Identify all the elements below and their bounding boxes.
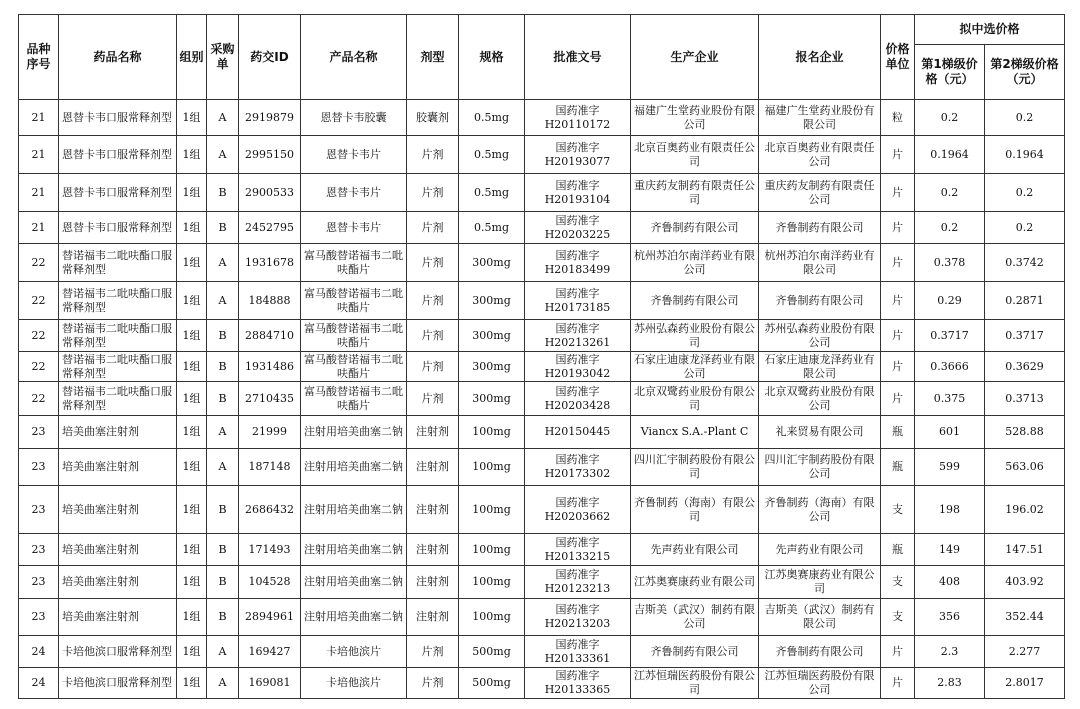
cell-drug-id: 2894961 bbox=[239, 599, 301, 636]
cell-manufacturer: 先声药业有限公司 bbox=[631, 534, 759, 566]
cell-dosage-form: 注射剂 bbox=[407, 534, 459, 566]
cell-drug-name: 卡培他滨口服常释剂型 bbox=[59, 668, 177, 699]
cell-seq: 21 bbox=[19, 100, 59, 136]
cell-spec: 100mg bbox=[459, 486, 525, 534]
cell-group: 1组 bbox=[177, 668, 207, 699]
cell-group: 1组 bbox=[177, 136, 207, 174]
cell-drug-id: 184888 bbox=[239, 282, 301, 320]
cell-approval: 国药准字H20133361 bbox=[525, 636, 631, 668]
cell-spec: 300mg bbox=[459, 352, 525, 382]
table-row bbox=[19, 636, 1065, 668]
cell-dosage-form: 注射剂 bbox=[407, 416, 459, 449]
cell-tier2-price: 528.88 bbox=[985, 416, 1065, 449]
cell-spec: 300mg bbox=[459, 282, 525, 320]
cell-drug-id: 21999 bbox=[239, 416, 301, 449]
cell-group: 1组 bbox=[177, 599, 207, 636]
cell-group: 1组 bbox=[177, 449, 207, 486]
cell-drug-id: 169081 bbox=[239, 668, 301, 699]
table-row bbox=[19, 100, 1065, 136]
header-product-name: 产品名称 bbox=[301, 15, 407, 100]
cell-spec: 500mg bbox=[459, 636, 525, 668]
cell-applicant: 江苏恒瑞医药股份有限公司 bbox=[759, 668, 881, 699]
cell-dosage-form: 胶囊剂 bbox=[407, 100, 459, 136]
cell-drug-name: 替诺福韦二吡呋酯口服常释剂型 bbox=[59, 382, 177, 416]
cell-spec: 100mg bbox=[459, 566, 525, 599]
cell-purchase: A bbox=[207, 668, 239, 699]
cell-product-name: 注射用培美曲塞二钠 bbox=[301, 486, 407, 534]
cell-manufacturer: 石家庄迪康龙泽药业有限公司 bbox=[631, 352, 759, 382]
cell-tier2-price: 0.2 bbox=[985, 174, 1065, 212]
cell-dosage-form: 片剂 bbox=[407, 382, 459, 416]
cell-approval: 国药准字H20173185 bbox=[525, 282, 631, 320]
cell-product-name: 富马酸替诺福韦二吡呋酯片 bbox=[301, 320, 407, 352]
cell-tier1-price: 408 bbox=[915, 566, 985, 599]
cell-approval: 国药准字H20213261 bbox=[525, 320, 631, 352]
header-price-group: 拟中选价格 bbox=[915, 15, 1065, 45]
cell-manufacturer: 齐鲁制药有限公司 bbox=[631, 636, 759, 668]
cell-manufacturer: 江苏恒瑞医药股份有限公司 bbox=[631, 668, 759, 699]
cell-manufacturer: 杭州苏泊尔南洋药业有限公司 bbox=[631, 244, 759, 282]
cell-drug-id: 1931678 bbox=[239, 244, 301, 282]
table-body bbox=[19, 100, 1065, 699]
cell-dosage-form: 片剂 bbox=[407, 136, 459, 174]
cell-drug-id: 169427 bbox=[239, 636, 301, 668]
header-spec: 规格 bbox=[459, 15, 525, 100]
header-applicant: 报名企业 bbox=[759, 15, 881, 100]
cell-seq: 23 bbox=[19, 566, 59, 599]
cell-unit: 支 bbox=[881, 486, 915, 534]
cell-product-name: 注射用培美曲塞二钠 bbox=[301, 566, 407, 599]
cell-unit: 片 bbox=[881, 668, 915, 699]
cell-tier2-price: 563.06 bbox=[985, 449, 1065, 486]
cell-applicant: 江苏奥赛康药业有限公司 bbox=[759, 566, 881, 599]
cell-manufacturer: 福建广生堂药业股份有限公司 bbox=[631, 100, 759, 136]
cell-tier1-price: 149 bbox=[915, 534, 985, 566]
cell-unit: 片 bbox=[881, 212, 915, 244]
cell-drug-name: 替诺福韦二吡呋酯口服常释剂型 bbox=[59, 320, 177, 352]
cell-product-name: 卡培他滨片 bbox=[301, 636, 407, 668]
cell-tier1-price: 601 bbox=[915, 416, 985, 449]
cell-spec: 100mg bbox=[459, 599, 525, 636]
cell-tier1-price: 198 bbox=[915, 486, 985, 534]
cell-product-name: 富马酸替诺福韦二吡呋酯片 bbox=[301, 244, 407, 282]
cell-product-name: 恩替卡韦胶囊 bbox=[301, 100, 407, 136]
cell-unit: 片 bbox=[881, 174, 915, 212]
cell-unit: 支 bbox=[881, 599, 915, 636]
cell-drug-id: 2710435 bbox=[239, 382, 301, 416]
cell-drug-name: 替诺福韦二吡呋酯口服常释剂型 bbox=[59, 244, 177, 282]
cell-drug-name: 替诺福韦二吡呋酯口服常释剂型 bbox=[59, 352, 177, 382]
table-row bbox=[19, 382, 1065, 416]
cell-drug-id: 2452795 bbox=[239, 212, 301, 244]
cell-unit: 粒 bbox=[881, 100, 915, 136]
cell-drug-id: 171493 bbox=[239, 534, 301, 566]
cell-applicant: 重庆药友制药有限责任公司 bbox=[759, 174, 881, 212]
cell-product-name: 注射用培美曲塞二钠 bbox=[301, 534, 407, 566]
cell-drug-id: 1931486 bbox=[239, 352, 301, 382]
cell-drug-name: 卡培他滨口服常释剂型 bbox=[59, 636, 177, 668]
cell-seq: 23 bbox=[19, 486, 59, 534]
table-row bbox=[19, 174, 1065, 212]
table-row bbox=[19, 416, 1065, 449]
cell-tier2-price: 147.51 bbox=[985, 534, 1065, 566]
cell-group: 1组 bbox=[177, 566, 207, 599]
cell-product-name: 富马酸替诺福韦二吡呋酯片 bbox=[301, 382, 407, 416]
cell-tier2-price: 2.277 bbox=[985, 636, 1065, 668]
cell-unit: 片 bbox=[881, 636, 915, 668]
cell-applicant: 北京双鹭药业股份有限公司 bbox=[759, 382, 881, 416]
cell-seq: 23 bbox=[19, 599, 59, 636]
cell-tier2-price: 0.3742 bbox=[985, 244, 1065, 282]
cell-drug-id: 187148 bbox=[239, 449, 301, 486]
cell-group: 1组 bbox=[177, 244, 207, 282]
cell-tier1-price: 0.2 bbox=[915, 212, 985, 244]
cell-approval: 国药准字H20213203 bbox=[525, 599, 631, 636]
cell-purchase: A bbox=[207, 136, 239, 174]
cell-approval: 国药准字H20193104 bbox=[525, 174, 631, 212]
cell-purchase: A bbox=[207, 244, 239, 282]
cell-group: 1组 bbox=[177, 382, 207, 416]
cell-seq: 21 bbox=[19, 174, 59, 212]
cell-manufacturer: 重庆药友制药有限责任公司 bbox=[631, 174, 759, 212]
cell-tier1-price: 0.1964 bbox=[915, 136, 985, 174]
header-tier1: 第1梯级价格（元） bbox=[915, 45, 985, 100]
cell-dosage-form: 注射剂 bbox=[407, 486, 459, 534]
table-row bbox=[19, 352, 1065, 382]
cell-purchase: B bbox=[207, 320, 239, 352]
cell-drug-name: 恩替卡韦口服常释剂型 bbox=[59, 100, 177, 136]
cell-product-name: 恩替卡韦片 bbox=[301, 136, 407, 174]
cell-approval: 国药准字H20133215 bbox=[525, 534, 631, 566]
cell-purchase: A bbox=[207, 282, 239, 320]
cell-tier1-price: 0.378 bbox=[915, 244, 985, 282]
cell-approval: 国药准字H20203428 bbox=[525, 382, 631, 416]
cell-unit: 片 bbox=[881, 382, 915, 416]
cell-manufacturer: 齐鲁制药有限公司 bbox=[631, 282, 759, 320]
cell-drug-name: 培美曲塞注射剂 bbox=[59, 566, 177, 599]
cell-approval: 国药准字H20203662 bbox=[525, 486, 631, 534]
cell-drug-id: 2900533 bbox=[239, 174, 301, 212]
cell-unit: 片 bbox=[881, 244, 915, 282]
cell-purchase: B bbox=[207, 486, 239, 534]
cell-drug-name: 培美曲塞注射剂 bbox=[59, 599, 177, 636]
cell-spec: 300mg bbox=[459, 320, 525, 352]
cell-tier2-price: 2.8017 bbox=[985, 668, 1065, 699]
cell-manufacturer: 吉斯美（武汉）制药有限公司 bbox=[631, 599, 759, 636]
cell-applicant: 齐鲁制药有限公司 bbox=[759, 636, 881, 668]
cell-purchase: B bbox=[207, 174, 239, 212]
cell-dosage-form: 注射剂 bbox=[407, 449, 459, 486]
cell-group: 1组 bbox=[177, 416, 207, 449]
table-row bbox=[19, 212, 1065, 244]
cell-drug-id: 2884710 bbox=[239, 320, 301, 352]
cell-applicant: 先声药业有限公司 bbox=[759, 534, 881, 566]
cell-seq: 22 bbox=[19, 282, 59, 320]
cell-product-name: 恩替卡韦片 bbox=[301, 174, 407, 212]
cell-product-name: 恩替卡韦片 bbox=[301, 212, 407, 244]
cell-group: 1组 bbox=[177, 352, 207, 382]
cell-dosage-form: 注射剂 bbox=[407, 566, 459, 599]
cell-tier1-price: 0.2 bbox=[915, 174, 985, 212]
cell-drug-name: 培美曲塞注射剂 bbox=[59, 486, 177, 534]
header-purchase: 采购单 bbox=[207, 15, 239, 100]
cell-drug-id: 2995150 bbox=[239, 136, 301, 174]
cell-purchase: A bbox=[207, 416, 239, 449]
cell-product-name: 富马酸替诺福韦二吡呋酯片 bbox=[301, 282, 407, 320]
cell-spec: 100mg bbox=[459, 416, 525, 449]
cell-dosage-form: 片剂 bbox=[407, 212, 459, 244]
cell-seq: 22 bbox=[19, 382, 59, 416]
header-manufacturer: 生产企业 bbox=[631, 15, 759, 100]
cell-drug-id: 2919879 bbox=[239, 100, 301, 136]
cell-approval: 国药准字H20123213 bbox=[525, 566, 631, 599]
cell-group: 1组 bbox=[177, 320, 207, 352]
cell-dosage-form: 片剂 bbox=[407, 282, 459, 320]
cell-approval: H20150445 bbox=[525, 416, 631, 449]
cell-drug-name: 恩替卡韦口服常释剂型 bbox=[59, 212, 177, 244]
cell-tier1-price: 0.3666 bbox=[915, 352, 985, 382]
cell-drug-name: 培美曲塞注射剂 bbox=[59, 416, 177, 449]
header-seq: 品种序号 bbox=[19, 15, 59, 100]
cell-purchase: A bbox=[207, 100, 239, 136]
cell-unit: 瓶 bbox=[881, 416, 915, 449]
cell-seq: 23 bbox=[19, 449, 59, 486]
cell-product-name: 注射用培美曲塞二钠 bbox=[301, 449, 407, 486]
cell-purchase: B bbox=[207, 212, 239, 244]
cell-approval: 国药准字H20193077 bbox=[525, 136, 631, 174]
cell-drug-id: 104528 bbox=[239, 566, 301, 599]
cell-spec: 500mg bbox=[459, 668, 525, 699]
table-row bbox=[19, 449, 1065, 486]
cell-drug-id: 2686432 bbox=[239, 486, 301, 534]
cell-tier1-price: 356 bbox=[915, 599, 985, 636]
cell-dosage-form: 注射剂 bbox=[407, 599, 459, 636]
cell-tier2-price: 0.3629 bbox=[985, 352, 1065, 382]
cell-spec: 0.5mg bbox=[459, 174, 525, 212]
table-row bbox=[19, 136, 1065, 174]
cell-seq: 22 bbox=[19, 320, 59, 352]
cell-purchase: A bbox=[207, 449, 239, 486]
header-dosage-form: 剂型 bbox=[407, 15, 459, 100]
cell-dosage-form: 片剂 bbox=[407, 636, 459, 668]
cell-group: 1组 bbox=[177, 100, 207, 136]
cell-approval: 国药准字H20110172 bbox=[525, 100, 631, 136]
cell-tier2-price: 0.2 bbox=[985, 212, 1065, 244]
header-approval: 批准文号 bbox=[525, 15, 631, 100]
cell-manufacturer: 苏州弘森药业股份有限公司 bbox=[631, 320, 759, 352]
header-unit: 价格单位 bbox=[881, 15, 915, 100]
cell-drug-name: 恩替卡韦口服常释剂型 bbox=[59, 136, 177, 174]
cell-unit: 片 bbox=[881, 352, 915, 382]
cell-unit: 瓶 bbox=[881, 449, 915, 486]
cell-unit: 片 bbox=[881, 282, 915, 320]
cell-applicant: 礼来贸易有限公司 bbox=[759, 416, 881, 449]
table-row bbox=[19, 486, 1065, 534]
cell-dosage-form: 片剂 bbox=[407, 320, 459, 352]
cell-spec: 0.5mg bbox=[459, 212, 525, 244]
cell-applicant: 齐鲁制药有限公司 bbox=[759, 212, 881, 244]
cell-purchase: A bbox=[207, 636, 239, 668]
cell-group: 1组 bbox=[177, 212, 207, 244]
cell-tier1-price: 0.29 bbox=[915, 282, 985, 320]
cell-seq: 21 bbox=[19, 136, 59, 174]
cell-seq: 24 bbox=[19, 668, 59, 699]
cell-purchase: B bbox=[207, 534, 239, 566]
table-row bbox=[19, 282, 1065, 320]
cell-tier2-price: 196.02 bbox=[985, 486, 1065, 534]
cell-dosage-form: 片剂 bbox=[407, 244, 459, 282]
cell-applicant: 石家庄迪康龙泽药业有限公司 bbox=[759, 352, 881, 382]
cell-manufacturer: 江苏奥赛康药业有限公司 bbox=[631, 566, 759, 599]
table-row bbox=[19, 668, 1065, 699]
cell-spec: 300mg bbox=[459, 382, 525, 416]
cell-unit: 瓶 bbox=[881, 534, 915, 566]
cell-tier1-price: 0.3717 bbox=[915, 320, 985, 352]
cell-tier2-price: 0.3713 bbox=[985, 382, 1065, 416]
cell-tier1-price: 599 bbox=[915, 449, 985, 486]
cell-approval: 国药准字H20173302 bbox=[525, 449, 631, 486]
cell-group: 1组 bbox=[177, 486, 207, 534]
cell-applicant: 四川汇宇制药股份有限公司 bbox=[759, 449, 881, 486]
cell-manufacturer: Viancx S.A.-Plant C bbox=[631, 416, 759, 449]
cell-tier2-price: 403.92 bbox=[985, 566, 1065, 599]
cell-unit: 支 bbox=[881, 566, 915, 599]
cell-manufacturer: 四川汇宇制药股份有限公司 bbox=[631, 449, 759, 486]
cell-drug-name: 培美曲塞注射剂 bbox=[59, 449, 177, 486]
cell-drug-name: 恩替卡韦口服常释剂型 bbox=[59, 174, 177, 212]
cell-product-name: 富马酸替诺福韦二吡呋酯片 bbox=[301, 352, 407, 382]
cell-tier2-price: 352.44 bbox=[985, 599, 1065, 636]
cell-purchase: B bbox=[207, 599, 239, 636]
cell-spec: 300mg bbox=[459, 244, 525, 282]
cell-manufacturer: 北京双鹭药业股份有限公司 bbox=[631, 382, 759, 416]
cell-spec: 100mg bbox=[459, 449, 525, 486]
table-row bbox=[19, 599, 1065, 636]
cell-seq: 21 bbox=[19, 212, 59, 244]
cell-seq: 22 bbox=[19, 244, 59, 282]
cell-manufacturer: 北京百奥药业有限责任公司 bbox=[631, 136, 759, 174]
price-table bbox=[18, 14, 1065, 699]
table-row bbox=[19, 244, 1065, 282]
cell-applicant: 福建广生堂药业股份有限公司 bbox=[759, 100, 881, 136]
cell-product-name: 卡培他滨片 bbox=[301, 668, 407, 699]
cell-applicant: 北京百奥药业有限责任公司 bbox=[759, 136, 881, 174]
cell-tier1-price: 2.83 bbox=[915, 668, 985, 699]
cell-tier2-price: 0.2 bbox=[985, 100, 1065, 136]
header-group: 组别 bbox=[177, 15, 207, 100]
cell-approval: 国药准字H20203225 bbox=[525, 212, 631, 244]
cell-approval: 国药准字H20133365 bbox=[525, 668, 631, 699]
cell-dosage-form: 片剂 bbox=[407, 668, 459, 699]
cell-spec: 100mg bbox=[459, 534, 525, 566]
cell-seq: 23 bbox=[19, 416, 59, 449]
header-drug-id: 药交ID bbox=[239, 15, 301, 100]
cell-purchase: B bbox=[207, 566, 239, 599]
cell-purchase: B bbox=[207, 382, 239, 416]
cell-spec: 0.5mg bbox=[459, 100, 525, 136]
cell-group: 1组 bbox=[177, 174, 207, 212]
cell-tier2-price: 0.3717 bbox=[985, 320, 1065, 352]
cell-spec: 0.5mg bbox=[459, 136, 525, 174]
cell-manufacturer: 齐鲁制药有限公司 bbox=[631, 212, 759, 244]
cell-seq: 23 bbox=[19, 534, 59, 566]
table-row bbox=[19, 534, 1065, 566]
cell-drug-name: 替诺福韦二吡呋酯口服常释剂型 bbox=[59, 282, 177, 320]
cell-tier1-price: 0.2 bbox=[915, 100, 985, 136]
cell-purchase: B bbox=[207, 352, 239, 382]
cell-applicant: 齐鲁制药有限公司 bbox=[759, 282, 881, 320]
cell-product-name: 注射用培美曲塞二钠 bbox=[301, 416, 407, 449]
cell-unit: 片 bbox=[881, 136, 915, 174]
cell-unit: 片 bbox=[881, 320, 915, 352]
cell-group: 1组 bbox=[177, 282, 207, 320]
table-row bbox=[19, 320, 1065, 352]
cell-product-name: 注射用培美曲塞二钠 bbox=[301, 599, 407, 636]
cell-approval: 国药准字H20193042 bbox=[525, 352, 631, 382]
cell-seq: 24 bbox=[19, 636, 59, 668]
header-drug-name: 药品名称 bbox=[59, 15, 177, 100]
cell-manufacturer: 齐鲁制药（海南）有限公司 bbox=[631, 486, 759, 534]
cell-tier1-price: 0.375 bbox=[915, 382, 985, 416]
cell-tier2-price: 0.1964 bbox=[985, 136, 1065, 174]
header-tier2: 第2梯级价格（元） bbox=[985, 45, 1065, 100]
cell-applicant: 齐鲁制药（海南）有限公司 bbox=[759, 486, 881, 534]
cell-dosage-form: 片剂 bbox=[407, 352, 459, 382]
cell-group: 1组 bbox=[177, 534, 207, 566]
cell-group: 1组 bbox=[177, 636, 207, 668]
cell-tier1-price: 2.3 bbox=[915, 636, 985, 668]
cell-approval: 国药准字H20183499 bbox=[525, 244, 631, 282]
cell-applicant: 杭州苏泊尔南洋药业有限公司 bbox=[759, 244, 881, 282]
cell-dosage-form: 片剂 bbox=[407, 174, 459, 212]
cell-tier2-price: 0.2871 bbox=[985, 282, 1065, 320]
cell-applicant: 吉斯美（武汉）制药有限公司 bbox=[759, 599, 881, 636]
cell-seq: 22 bbox=[19, 352, 59, 382]
table-row bbox=[19, 566, 1065, 599]
cell-drug-name: 培美曲塞注射剂 bbox=[59, 534, 177, 566]
cell-applicant: 苏州弘森药业股份有限公司 bbox=[759, 320, 881, 352]
